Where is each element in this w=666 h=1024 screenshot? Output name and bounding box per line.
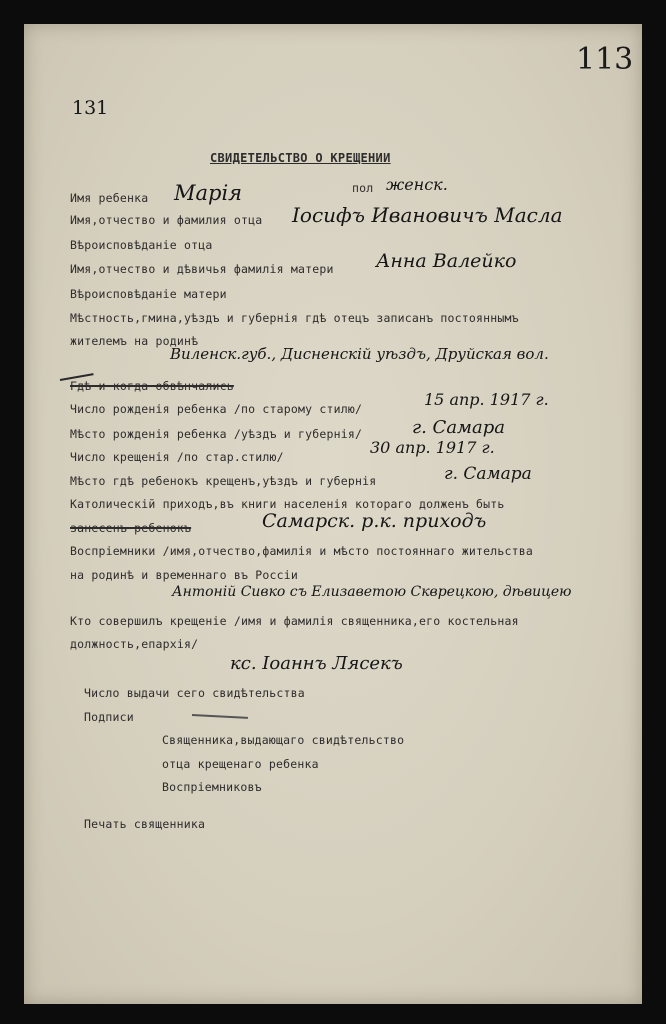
value-birth-date: 15 апр. 1917 г.	[424, 390, 549, 409]
label-godparents-1: Воспріемники /имя,отчество,фамилія и мѣсто постояннаго жительства	[70, 544, 534, 558]
label-parish-2: занесенъ ребенокъ	[70, 521, 192, 535]
label-child-name: Имя ребенка	[70, 191, 149, 205]
label-mother: Имя,отчество и дѣвичья фамилія матери	[70, 262, 334, 276]
document-title: СВИДЕТЕЛЬСТВО О КРЕЩЕНИИ	[210, 151, 391, 165]
document-sheet	[24, 24, 642, 1004]
label-sig-priest: Священника,выдающаго свидѣтельство	[162, 733, 405, 747]
label-signatures: Подписи	[84, 710, 134, 724]
label-sex: пол	[352, 181, 374, 195]
value-residence: Виленск.губ., Дисненскій уѣздъ, Друйская вол.	[170, 345, 549, 363]
value-sex: женск.	[386, 175, 448, 194]
label-baptism-place: Мѣсто гдѣ ребенокъ крещенъ,уѣздъ и губернія	[70, 474, 377, 488]
value-baptism-date: 30 апр. 1917 г.	[370, 438, 495, 457]
stamped-page-number: 113	[576, 42, 634, 77]
label-priest-1: Кто совершилъ крещеніе /имя и фамилія священника,его костельная	[70, 614, 519, 628]
value-baptism-place: г. Самара	[444, 464, 532, 484]
value-father: Іосифъ Ивановичъ Масла	[292, 203, 563, 227]
label-sig-godparents: Воспріемниковъ	[162, 780, 262, 794]
label-seal: Печать священника	[84, 817, 206, 831]
label-parish-1: Католическій приходъ,въ книги населенія котораго долженъ быть	[70, 497, 505, 511]
label-birth-date: Число рожденія ребенка /по старому стилю/	[70, 402, 363, 416]
value-mother: Анна Валейко	[376, 250, 517, 272]
label-father: Имя,отчество и фамилия отца	[70, 213, 263, 227]
handwritten-page-number: 131	[72, 97, 109, 119]
value-priest: кс. Іоаннъ Лясекъ	[230, 653, 403, 674]
label-father-religion: Вѣроисповѣданіе отца	[70, 238, 213, 252]
label-godparents-2: на родинѣ и временнаго въ Россіи	[70, 568, 298, 582]
value-godparents: Антоній Сивко съ Елизаветою Скврецкою, дѣвицею	[172, 584, 572, 600]
label-residence-1: Мѣстность,гмина,уѣздъ и губернія гдѣ отецъ записанъ постояннымъ	[70, 311, 519, 325]
ink-smudge	[192, 714, 248, 719]
value-birth-place: г. Самара	[412, 417, 505, 438]
label-birth-place: Мѣсто рожденія ребенка /уѣздъ и губернія/	[70, 427, 363, 441]
label-baptism-date: Число крещенія /по стар.стилю/	[70, 450, 284, 464]
value-child-name: Марія	[174, 181, 243, 205]
label-mother-religion: Вѣроисповѣданіе матери	[70, 287, 227, 301]
label-priest-2: должность,епархія/	[70, 637, 199, 651]
label-residence-2: жителемъ на родинѣ	[70, 334, 199, 348]
label-issue-date: Число выдачи сего свидѣтельства	[84, 686, 305, 700]
label-marriage: Гдѣ и когда обвѣнчались	[70, 379, 234, 393]
value-parish: Самарск. р.к. приходъ	[262, 510, 487, 532]
label-sig-father: отца крещенаго ребенка	[162, 757, 319, 771]
